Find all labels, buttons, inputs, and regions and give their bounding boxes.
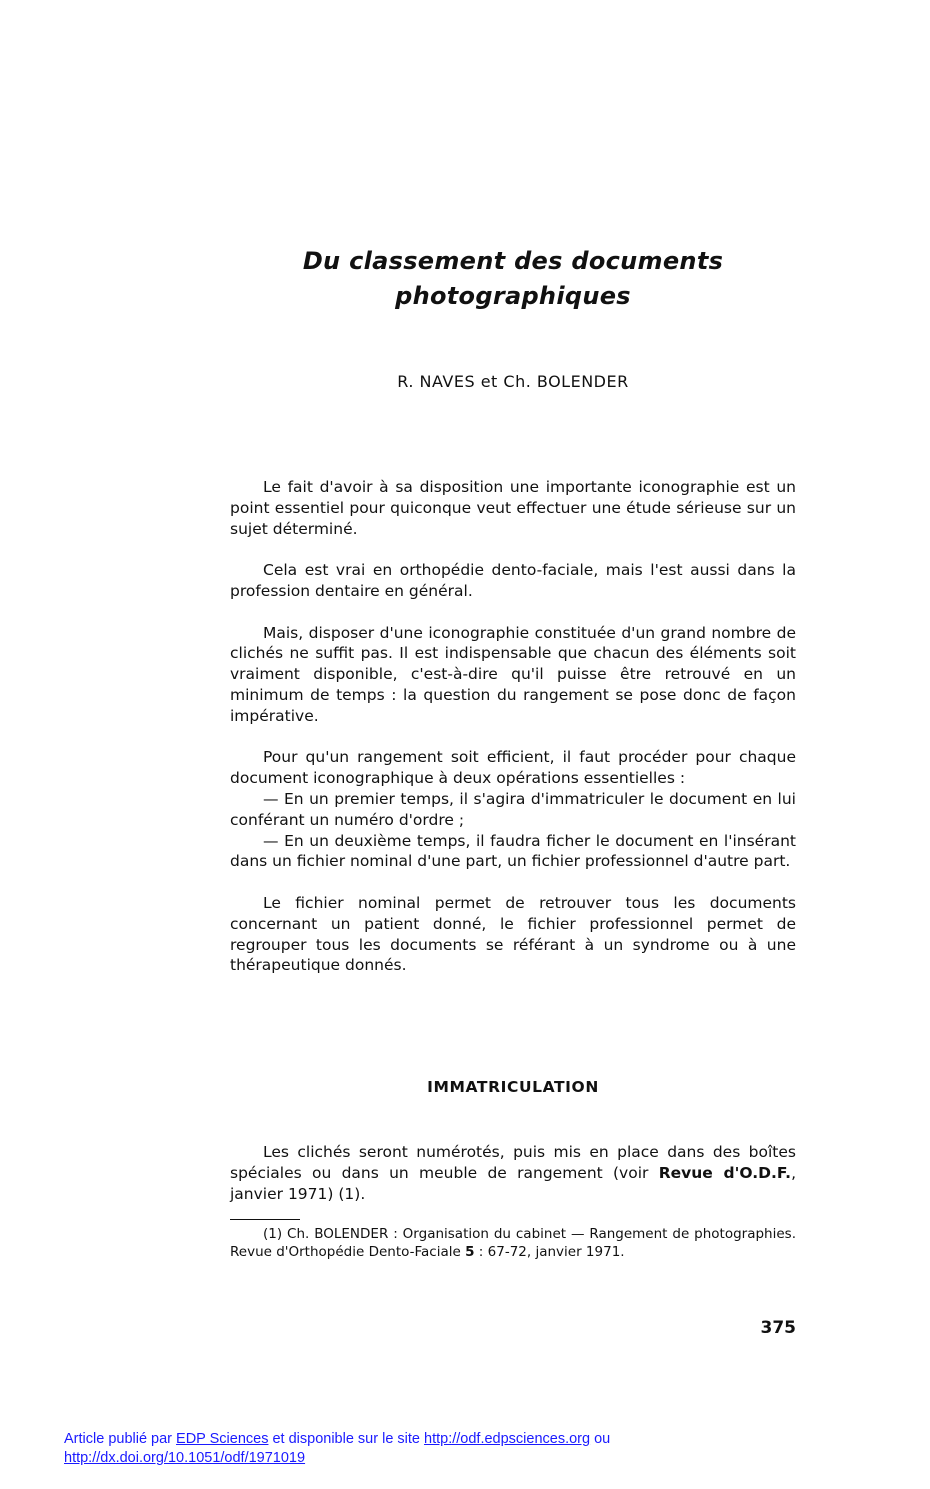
doi-link[interactable]: http://dx.doi.org/10.1051/odf/1971019 [64,1450,306,1466]
title-line-2: photographiques [395,282,631,310]
footer-suffix: ou [590,1431,611,1447]
paragraph-3: Mais, disposer d'une iconographie constituée d'un grand nombre de clichés ne suffit pas. Il est indispensable que chacun des éléments soit vraiment disponible, c'est-à-dire qu'il puisse être retrouvé en un minimum de temps : la question du rangement se pose donc de façon impérative. [230,623,796,725]
footer-middle: et disponible sur le site [268,1431,425,1447]
section-body [230,1142,796,1204]
paragraph-5: Le fichier nominal permet de retrouver tous les documents concernant un patient donné, le fichier professionnel permet de regrouper tous les documents se référant à un syndrome ou à une thérapeutique donnés. [230,893,796,975]
paragraph-2: Cela est vrai en orthopédie dento-faciale, mais l'est aussi dans la profession dentaire en général. [230,561,796,600]
publisher-link[interactable]: EDP Sciences [176,1431,269,1447]
footer-prefix: Article publié par [64,1431,177,1447]
title-line-1: Du classement des documents [302,247,724,275]
footnote [230,1226,796,1261]
footnote-text-2: : 67-72, janvier 1971. [474,1243,625,1260]
footnote-volume: 5 [465,1243,475,1260]
section-paragraph-text-1: Les clichés seront numérotés, puis mis en place dans des boîtes spéciales ou dans un meuble de rangement (voir [230,1143,796,1182]
section-paragraph-text-2: , janvier 1971) (1). [230,1163,796,1203]
section-heading: IMMATRICULATION [427,1078,599,1096]
paragraph-4-dash-1: — En un premier temps, il s'agira d'immatriculer le document en lui conférant un numéro d'ordre ; [230,789,796,829]
article-title [230,244,796,314]
footnote-text [230,1226,796,1261]
article-authors: R. NAVES et Ch. BOLENDER [397,372,629,391]
footnote-divider [230,1219,300,1220]
footnote-text-1: (1) Ch. BOLENDER : Organisation du cabinet — Rangement de photographies. Revue d'Orthopédie Dento-Faciale [230,1226,796,1260]
section-paragraph [230,1142,796,1204]
paragraph-4-dash-2: — En un deuxième temps, il faudra ficher le document en l'insérant dans un fichier nominal d'une part, un fichier professionnel d'autre part. [230,831,796,871]
paragraph-4: Pour qu'un rangement soit efficient, il faut procéder pour chaque document iconographique à deux opérations essentielles : [230,748,796,788]
page-number: 375 [760,1318,796,1338]
journal-reference: Revue d'O.D.F. [658,1163,792,1182]
site-link[interactable]: http://odf.edpsciences.org [424,1431,591,1447]
paragraph-1: Le fait d'avoir à sa disposition une importante iconographie est un point essentiel pour quiconque veut effectuer une étude sérieuse sur un sujet déterminé. [230,478,796,538]
publication-footer [64,1430,884,1468]
article-body [230,477,796,997]
